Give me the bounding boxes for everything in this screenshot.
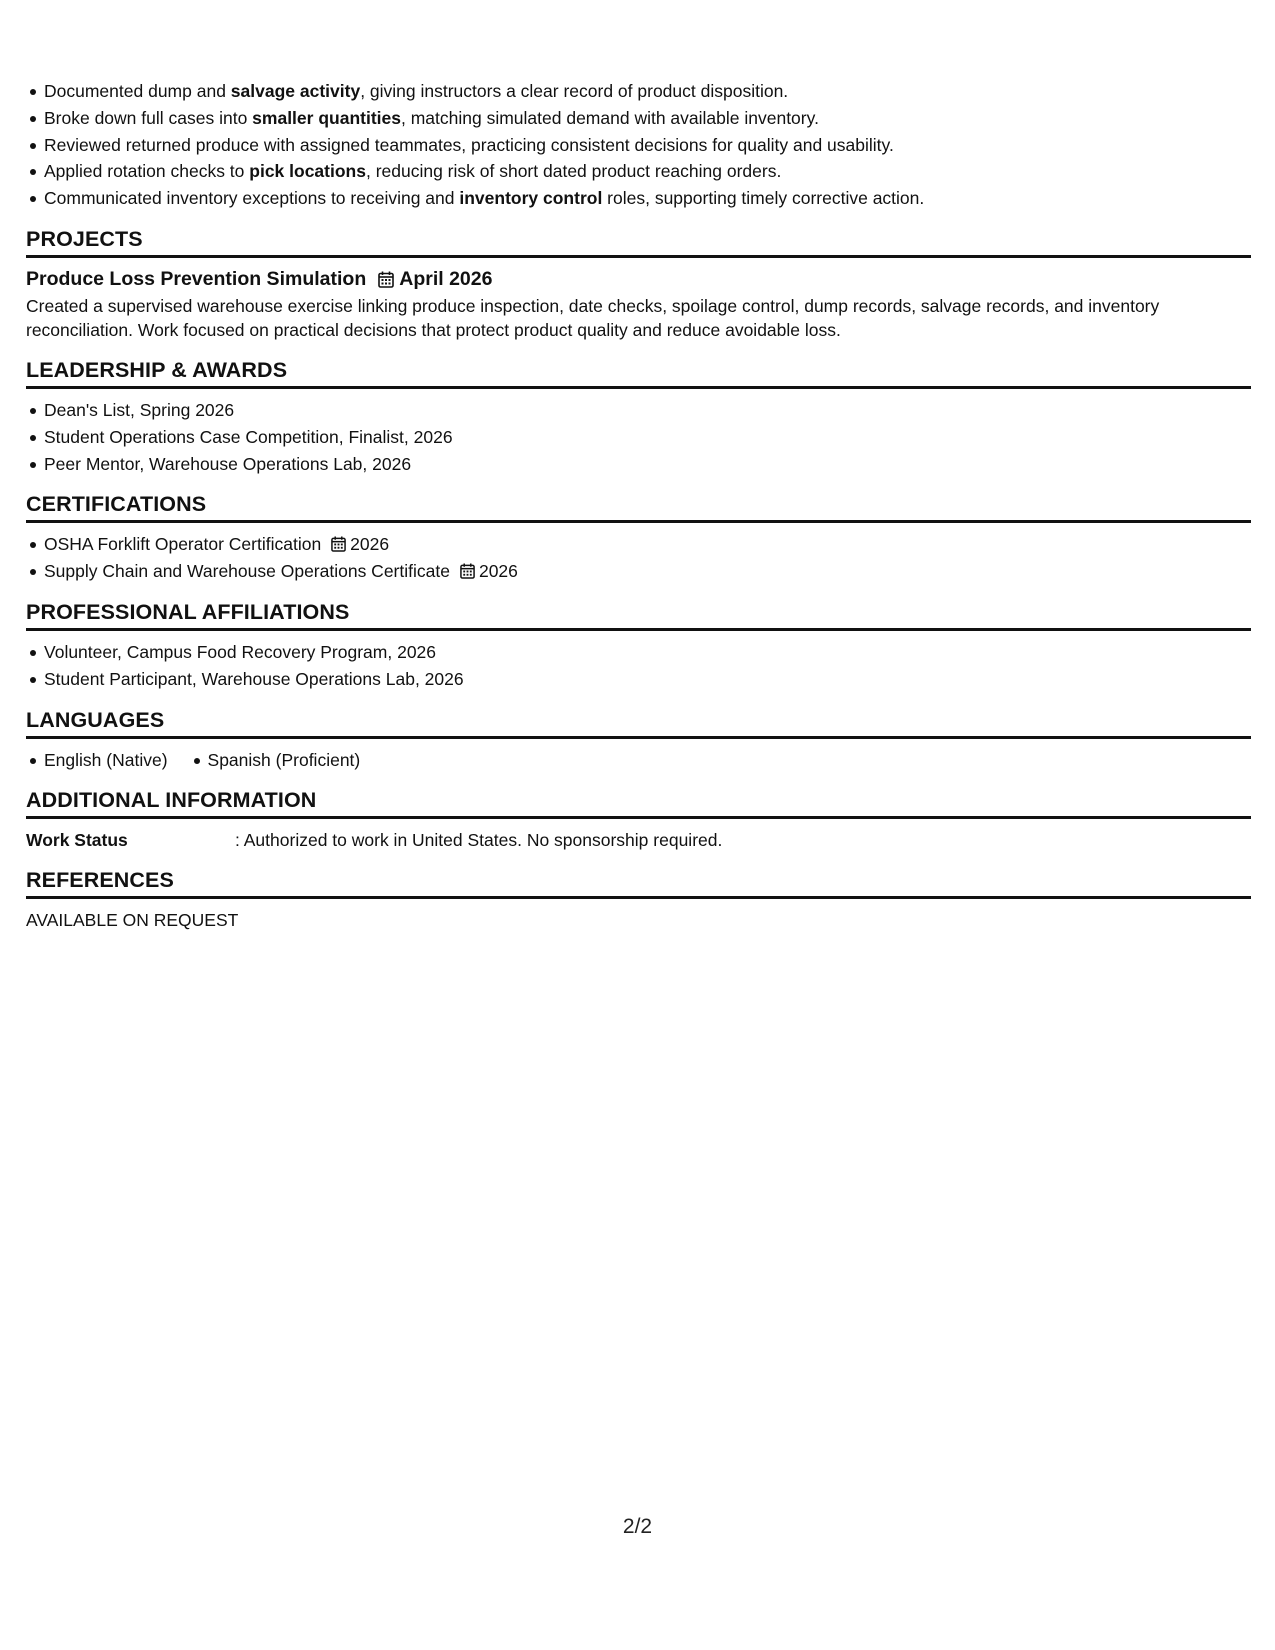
languages-list [26,747,1251,774]
affiliations-list [26,639,1251,693]
leadership-list [26,397,1251,477]
project-header [26,266,1251,292]
work-status-value: : Authorized to work in United States. No sponsorship required. [235,830,723,851]
work-status-label: Work Status [26,830,128,851]
additional-info-section [26,787,1251,853]
section-title: PROFESSIONAL AFFILIATIONS [26,599,1251,631]
project-date: April 2026 [399,267,493,290]
section-title: PROJECTS [26,226,1251,258]
certification-name: OSHA Forklift Operator Certification [44,534,322,555]
list-item: Communicated inventory exceptions to receiving and inventory control roles, supporting timely corrective action. [44,185,1251,212]
certifications-list [26,531,1251,585]
calendar-icon [460,563,475,579]
calendar-icon [331,536,346,552]
project-description: Created a supervised warehouse exercise linking produce inspection, date checks, spoilage control, dump records, salvage records, and inventory reconciliation. Work focused on practical decisions that protect product quality and reduce avoidable loss. [26,295,1160,341]
references-text: AVAILABLE ON REQUEST [26,910,239,931]
list-item: Applied rotation checks to pick locations, reducing risk of short dated product reaching orders. [44,158,1251,185]
certifications-section [26,491,1251,585]
affiliations-section [26,599,1251,693]
resume-page [26,78,1251,933]
section-title: REFERENCES [26,867,1251,899]
certification-year: 2026 [350,534,390,555]
section-title: CERTIFICATIONS [26,491,1251,523]
section-title: LEADERSHIP & AWARDS [26,357,1251,389]
project-name: Produce Loss Prevention Simulation [26,267,367,290]
list-item: Spanish (Proficient) [208,747,361,774]
leadership-section [26,357,1251,477]
page-number: 2/2 [622,1515,653,1538]
list-item [44,531,1251,558]
list-item: Student Participant, Warehouse Operations Lab, 2026 [44,666,1251,693]
work-status-row [26,827,1251,853]
calendar-icon [378,271,393,287]
languages-section [26,707,1251,774]
experience-bullet-list [26,78,1251,212]
list-item: English (Native) [44,747,168,774]
section-title: LANGUAGES [26,707,1251,739]
list-item [44,558,1251,585]
projects-section [26,226,1251,343]
list-item: Reviewed returned produce with assigned teammates, practicing consistent decisions for quality and usability. [44,132,1251,159]
list-item: Student Operations Case Competition, Finalist, 2026 [44,424,1251,451]
certification-year: 2026 [478,561,518,582]
references-section [26,867,1251,933]
section-title: ADDITIONAL INFORMATION [26,787,1251,819]
list-item: Dean's List, Spring 2026 [44,397,1251,424]
list-item: Broke down full cases into smaller quantities, matching simulated demand with available inventory. [44,105,1251,132]
list-item: Volunteer, Campus Food Recovery Program, 2026 [44,639,1251,666]
list-item: Documented dump and salvage activity, giving instructors a clear record of product disposition. [44,78,1251,105]
certification-name: Supply Chain and Warehouse Operations Certificate [44,561,450,582]
list-item: Peer Mentor, Warehouse Operations Lab, 2026 [44,451,1251,478]
